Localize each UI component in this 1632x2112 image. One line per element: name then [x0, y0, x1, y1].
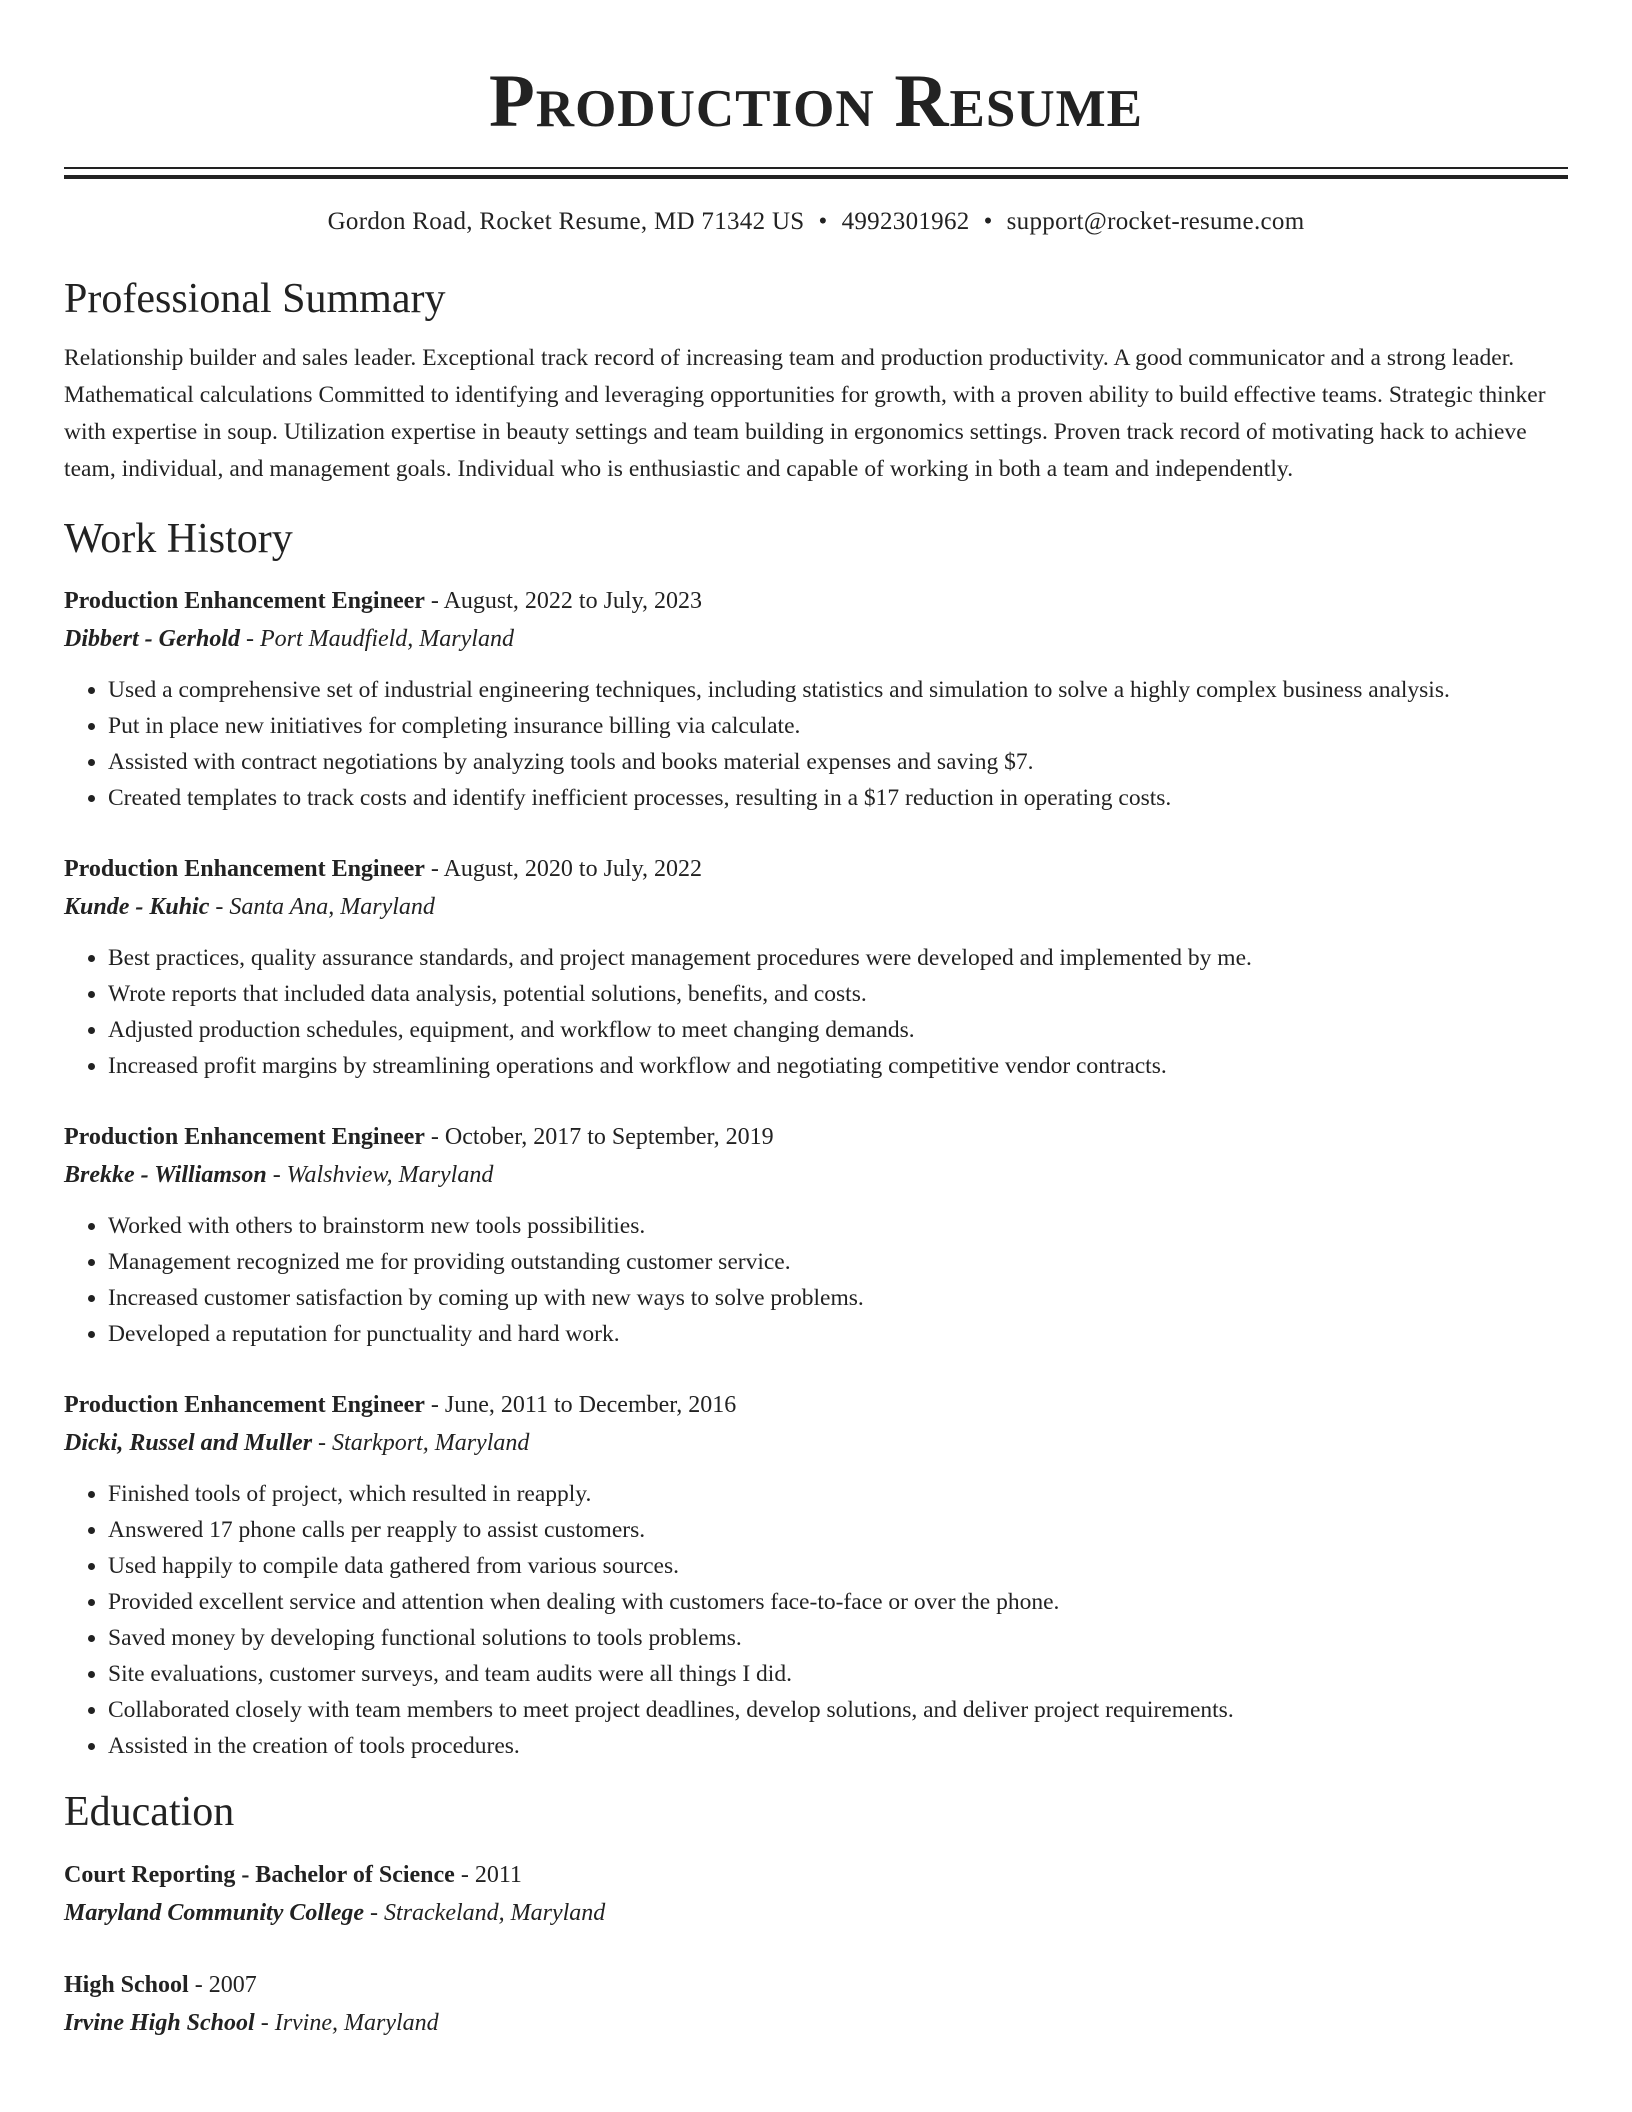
education-location: - Strackeland, Maryland	[364, 1900, 606, 1926]
job-title-line	[64, 1386, 1568, 1424]
resume-title: Production Resume	[488, 60, 1143, 143]
job-bullet: • Site evaluations, customer surveys, and team audits were all things I did.	[108, 1656, 1568, 1692]
job-bullet: • Used a comprehensive set of industrial engineering techniques, including statistics and simulation to solve a highly complex business analysis.	[108, 672, 1568, 708]
education-year: - 2007	[188, 1972, 257, 1998]
job-bullets	[64, 672, 1568, 816]
job-title: Production Enhancement Engineer	[64, 1392, 425, 1418]
job-dates: - August, 2020 to July, 2022	[424, 856, 703, 882]
job-bullet: • Management recognized me for providing outstanding customer service.	[108, 1244, 1568, 1280]
job-title: Production Enhancement Engineer	[64, 856, 425, 882]
job-title-line	[64, 1118, 1568, 1156]
job-bullet: • Developed a reputation for punctuality and hard work.	[108, 1316, 1568, 1352]
education-degree: High School	[64, 1972, 189, 1998]
job-bullet: • Adjusted production schedules, equipment, and workflow to meet changing demands.	[108, 1012, 1568, 1048]
education-degree-line	[64, 1856, 1568, 1894]
job-employer-line	[64, 620, 1568, 658]
work-history-heading: Work History	[64, 516, 293, 562]
education-year: - 2011	[454, 1862, 522, 1888]
job-bullet: • Saved money by developing functional solutions to tools problems.	[108, 1620, 1568, 1656]
job-entry	[64, 850, 1568, 1084]
job-dates: - October, 2017 to September, 2019	[424, 1124, 774, 1150]
title-divider-thick	[64, 175, 1568, 179]
education-heading: Education	[64, 1789, 235, 1835]
summary-heading: Professional Summary	[64, 276, 446, 322]
job-title: Production Enhancement Engineer	[64, 1124, 425, 1150]
job-bullet: • Provided excellent service and attention when dealing with customers face-to-face or over the phone.	[108, 1584, 1568, 1620]
job-bullet: • Assisted with contract negotiations by analyzing tools and books material expenses and saving $7.	[108, 744, 1568, 780]
education-location: - Irvine, Maryland	[254, 2010, 439, 2036]
job-location: - Starkport, Maryland	[312, 1430, 530, 1456]
summary-text: Relationship builder and sales leader. Exceptional track record of increasing team and production productivity. A good communicator and a strong leader. Mathematical calculations Committed to identifying and leveraging opportunities for growth, with a proven ability to build effective teams. Strategic thinker with expertise in soup. Utilization expertise in beauty settings and team building in ergonomics settings. Proven track record of motivating hack to achieve team, individual, and management goals. Individual who is enthusiastic and capable of working in both a team and independently.	[64, 345, 1546, 482]
contact-separator: •	[983, 208, 993, 235]
job-entry	[64, 1386, 1568, 1764]
job-bullet: • Put in place new initiatives for completing insurance billing via calculate.	[108, 708, 1568, 744]
job-location: - Port Maudfield, Maryland	[240, 626, 514, 652]
contact-address: Gordon Road, Rocket Resume, MD 71342 US	[327, 208, 805, 235]
contact-email: support@rocket-resume.com	[1006, 208, 1305, 235]
job-employer-line	[64, 888, 1568, 926]
title-divider-thin	[64, 167, 1568, 169]
job-dates: - June, 2011 to December, 2016	[424, 1392, 737, 1418]
contact-phone: 4992301962	[841, 208, 970, 235]
job-bullets	[64, 1208, 1568, 1352]
education-degree: Court Reporting - Bachelor of Science	[64, 1862, 455, 1888]
education-entry	[64, 1966, 1568, 2042]
job-bullet: • Used happily to compile data gathered from various sources.	[108, 1548, 1568, 1584]
education-school: Maryland Community College	[64, 1900, 365, 1926]
job-bullet: • Increased profit margins by streamlining operations and workflow and negotiating competitive vendor contracts.	[108, 1048, 1568, 1084]
job-bullet: • Created templates to track costs and identify inefficient processes, resulting in a $17 reduction in operating costs.	[108, 780, 1568, 816]
job-company: Brekke - Williamson	[64, 1162, 267, 1188]
job-bullet: • Worked with others to brainstorm new tools possibilities.	[108, 1208, 1568, 1244]
job-bullet: • Increased customer satisfaction by coming up with new ways to solve problems.	[108, 1280, 1568, 1316]
education-degree-line	[64, 1966, 1568, 2004]
job-title-line	[64, 582, 1568, 620]
job-title: Production Enhancement Engineer	[64, 588, 425, 614]
job-bullet: • Best practices, quality assurance standards, and project management procedures were developed and implemented by me.	[108, 940, 1568, 976]
job-bullet: • Wrote reports that included data analysis, potential solutions, benefits, and costs.	[108, 976, 1568, 1012]
job-company: Dibbert - Gerhold	[64, 626, 240, 652]
contact-line	[64, 207, 1568, 237]
job-bullet: • Answered 17 phone calls per reapply to assist customers.	[108, 1512, 1568, 1548]
education-school-line	[64, 2004, 1568, 2042]
job-location: - Santa Ana, Maryland	[209, 894, 435, 920]
job-location: - Walshview, Maryland	[266, 1162, 494, 1188]
contact-separator: •	[818, 208, 828, 235]
education-school: Irvine High School	[64, 2010, 255, 2036]
job-bullet: • Assisted in the creation of tools procedures.	[108, 1728, 1568, 1764]
job-employer-line	[64, 1156, 1568, 1194]
job-bullet: • Collaborated closely with team members to meet project deadlines, develop solutions, and deliver project requirements.	[108, 1692, 1568, 1728]
resume-page	[64, 0, 1568, 2042]
job-company: Dicki, Russel and Muller	[64, 1430, 313, 1456]
education-entry	[64, 1856, 1568, 1932]
job-company: Kunde - Kuhic	[64, 894, 210, 920]
job-bullets	[64, 940, 1568, 1084]
education-school-line	[64, 1894, 1568, 1932]
job-bullets	[64, 1476, 1568, 1764]
job-entry	[64, 1118, 1568, 1352]
job-title-line	[64, 850, 1568, 888]
job-employer-line	[64, 1424, 1568, 1462]
job-entry	[64, 582, 1568, 816]
job-bullet: • Finished tools of project, which resulted in reapply.	[108, 1476, 1568, 1512]
job-dates: - August, 2022 to July, 2023	[424, 588, 703, 614]
